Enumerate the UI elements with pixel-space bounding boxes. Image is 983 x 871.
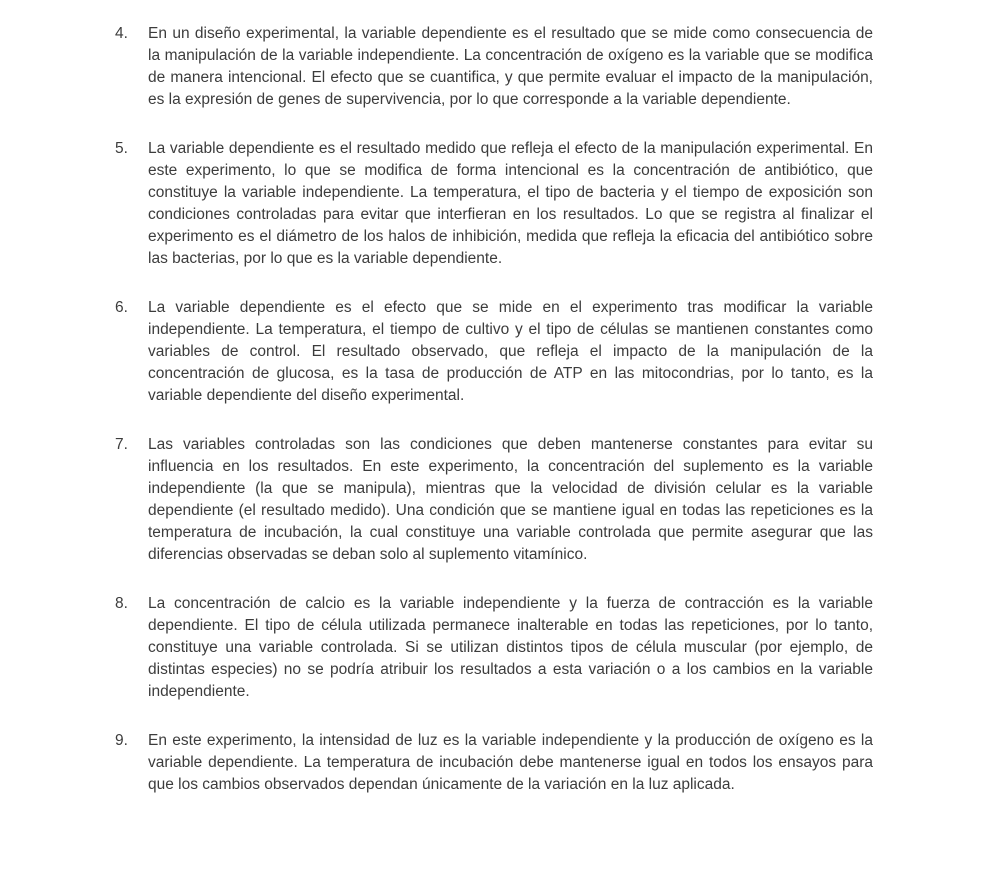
list-item <box>115 730 873 796</box>
item-number: 4. <box>115 25 128 42</box>
list-item <box>115 434 873 566</box>
list-item <box>115 593 873 703</box>
list-item <box>115 297 873 407</box>
list-item <box>115 138 873 270</box>
item-text: La variable dependiente es el efecto que se mide en el experimento tras modificar la variable independiente. La temperatura, el tiempo de cultivo y el tipo de células se mantienen constantes como variables de control. El resultado observado, que refleja el impacto de la manipulación de la concentración de glucosa, es la tasa de producción de ATP en las mitocondrias, por lo tanto, es la variable dependiente del diseño experimental. <box>148 299 873 404</box>
item-number: 6. <box>115 299 128 316</box>
item-number: 7. <box>115 436 128 453</box>
item-text: En este experimento, la intensidad de luz es la variable independiente y la producción de oxígeno es la variable dependiente. La temperatura de incubación debe mantenerse igual en todos los ensayos para que los cambios observados dependan únicamente de la variación en la luz aplicada. <box>148 732 873 793</box>
item-text: En un diseño experimental, la variable dependiente es el resultado que se mide como consecuencia de la manipulación de la variable independiente. La concentración de oxígeno es la variable que se modifica de manera intencional. El efecto que se cuantifica, y que permite evaluar el impacto de la manipulación, es la expresión de genes de supervivencia, por lo que corresponde a la variable dependiente. <box>148 25 873 108</box>
list-item <box>115 23 873 111</box>
item-number: 8. <box>115 595 128 612</box>
item-text: La variable dependiente es el resultado medido que refleja el efecto de la manipulación experimental. En este experimento, lo que se modifica de forma intencional es la concentración de antibiótico, que constituye la variable independiente. La temperatura, el tipo de bacteria y el tiempo de exposición son condiciones controladas para evitar que interfieran en los resultados. Lo que se registra al finalizar el experimento es el diámetro de los halos de inhibición, medida que refleja la eficacia del antibiótico sobre las bacterias, por lo que es la variable dependiente. <box>148 140 873 267</box>
item-text: La concentración de calcio es la variable independiente y la fuerza de contracción es la variable dependiente. El tipo de célula utilizada permanece inalterable en todas las repeticiones, por lo tanto, constituye una variable controlada. Si se utilizan distintos tipos de célula muscular (por ejemplo, de distintas especies) no se podría atribuir los resultados a esta variación o a los cambios en la variable independiente. <box>148 595 873 700</box>
item-text: Las variables controladas son las condiciones que deben mantenerse constantes para evitar su influencia en los resultados. En este experimento, la concentración del suplemento es la variable independiente (la que se manipula), mientras que la velocidad de división celular es la variable dependiente (el resultado medido). Una condición que se mantiene igual en todas las repeticiones es la temperatura de incubación, la cual constituye una variable controlada que permite asegurar que las diferencias observadas se deban solo al suplemento vitamínico. <box>148 436 873 563</box>
item-number: 9. <box>115 732 128 749</box>
numbered-list <box>115 23 873 796</box>
item-number: 5. <box>115 140 128 157</box>
